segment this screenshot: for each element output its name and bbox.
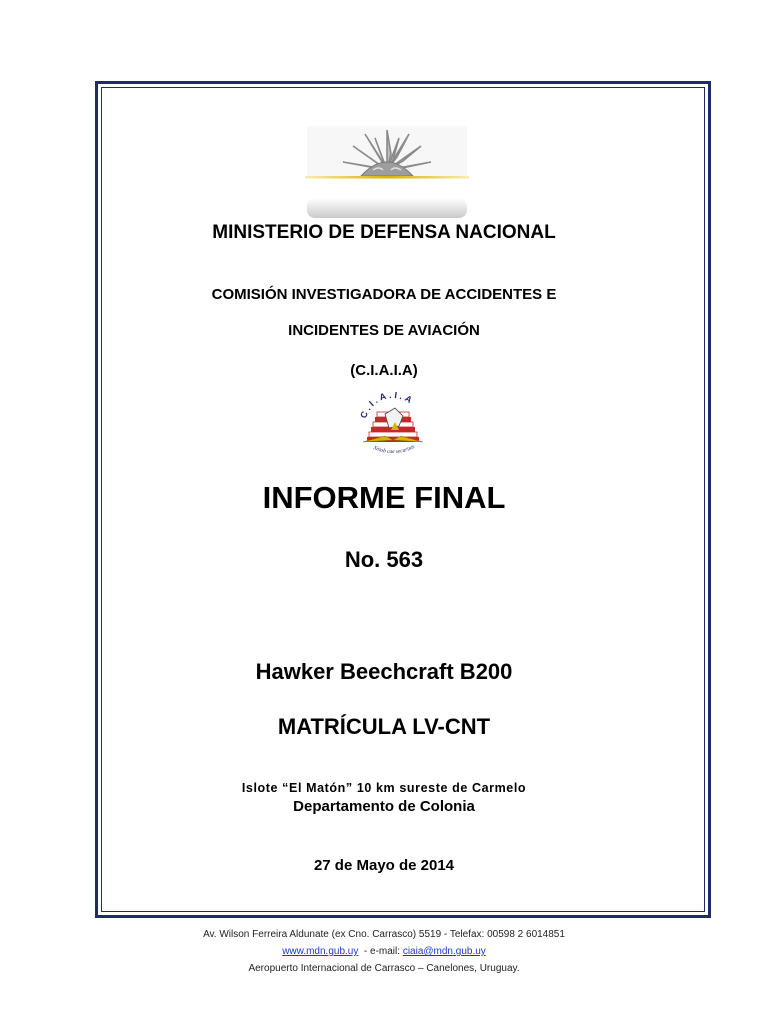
email-label: - e-mail: bbox=[358, 946, 403, 957]
footer-contact bbox=[0, 946, 768, 957]
ciaia-logo-motto: Sitiab cae securitas bbox=[372, 443, 416, 456]
commission-name-line1: COMISIÓN INVESTIGADORA DE ACCIDENTES E bbox=[211, 286, 557, 303]
ciaia-logo-icon bbox=[355, 392, 431, 464]
accident-department: Departamento de Colonia bbox=[293, 798, 475, 815]
ministry-heading: MINISTERIO DE DEFENSA NACIONAL bbox=[212, 222, 556, 243]
svg-text:Sitiab cae securitas bbox=[372, 444, 416, 455]
report-date: 27 de Mayo de 2014 bbox=[313, 857, 455, 874]
sun-emblem-icon bbox=[305, 124, 469, 218]
report-title: INFORME FINAL bbox=[262, 480, 506, 515]
aircraft-registration: MATRÍCULA LV-CNT bbox=[277, 714, 491, 739]
commission-name-line2: INCIDENTES DE AVIACIÓN bbox=[288, 322, 480, 339]
aircraft-model: Hawker Beechcraft B200 bbox=[255, 659, 513, 684]
ciaia-logo-text: C.I.A.I.A bbox=[358, 392, 416, 420]
email-link[interactable]: ciaia@mdn.gub.uy bbox=[402, 946, 486, 957]
report-number: No. 563 bbox=[344, 547, 424, 572]
footer-address: Av. Wilson Ferreira Aldunate (ex Cno. Carrasco) 5519 - Telefax: 00598 2 6014851 bbox=[203, 929, 565, 940]
commission-acronym: (C.I.A.I.A) bbox=[350, 362, 418, 379]
accident-location: Islote “El Matón” 10 km sureste de Carmelo bbox=[241, 781, 527, 795]
website-link[interactable]: www.mdn.gub.uy bbox=[282, 946, 359, 957]
footer-airport: Aeropuerto Internacional de Carrasco – Canelones, Uruguay. bbox=[248, 963, 520, 974]
